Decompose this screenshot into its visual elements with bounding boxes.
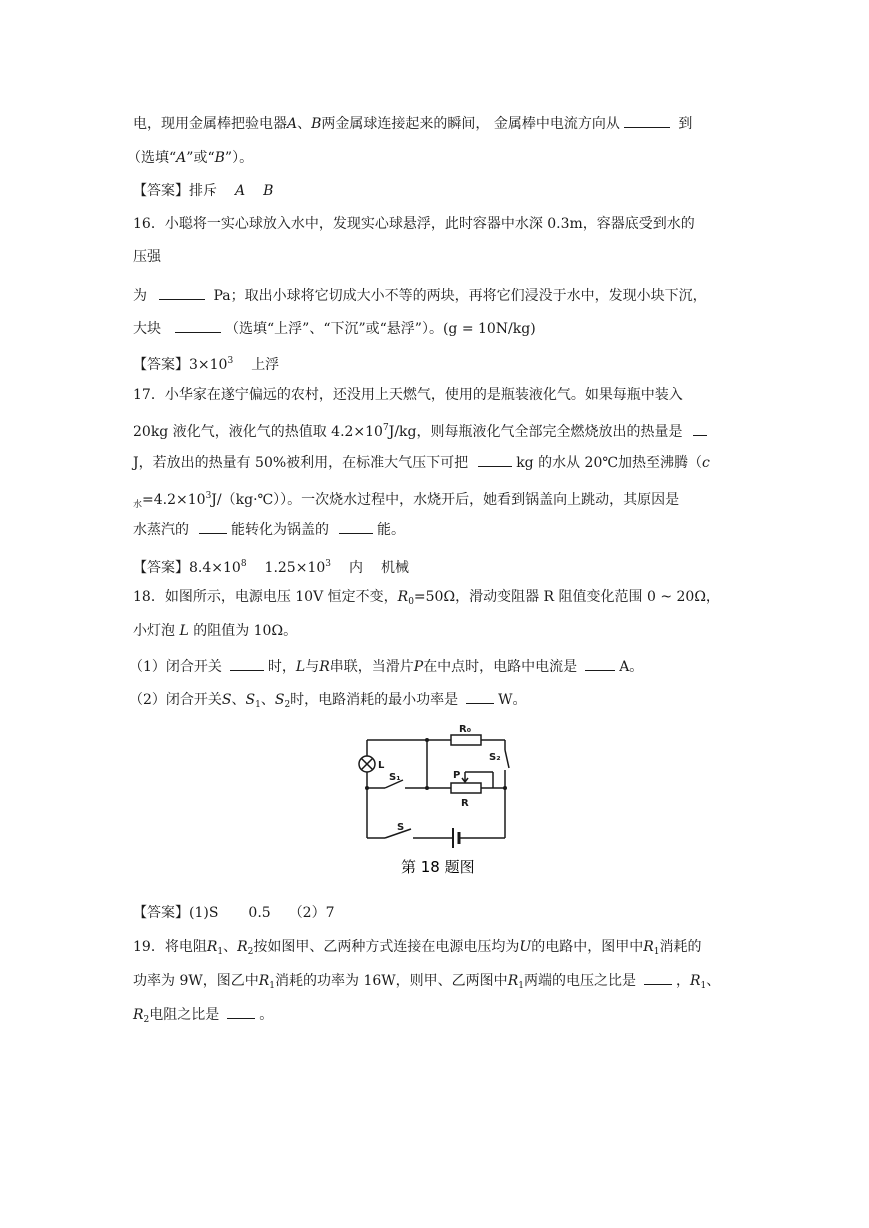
label-p: P (453, 770, 461, 781)
text: 0 (408, 597, 414, 607)
text: 排斥 (189, 183, 217, 199)
text: 20kg 液化气，液化气的热值取 4.2×10 (133, 424, 383, 440)
question-19-line-2 (133, 970, 720, 996)
answer-blank[interactable] (478, 452, 512, 467)
text: R (319, 659, 330, 675)
question-17-line-4 (133, 486, 679, 515)
answer-label: 【答案】 (133, 357, 189, 373)
text: R (643, 939, 654, 955)
text: 串联，当滑片 (329, 659, 414, 675)
question-15-line-1 (133, 113, 692, 134)
text: R (397, 589, 409, 605)
answer-blank[interactable] (644, 970, 672, 985)
question-15-line-2 (127, 148, 253, 168)
text: （1）闭合开关 (129, 659, 222, 675)
question-17-line-5 (133, 519, 405, 540)
text: 2 (284, 700, 291, 710)
text: 机械 (381, 560, 409, 576)
text: 为 (133, 288, 147, 304)
text: kg 的水从 20℃加热至沸腾（ (516, 455, 703, 471)
label-s2: S₂ (489, 752, 501, 763)
text: 、 (223, 939, 238, 955)
text: S (245, 692, 256, 708)
text: B (214, 150, 225, 166)
text: A (235, 183, 246, 199)
answer-16 (133, 351, 279, 375)
answer-17 (133, 554, 409, 578)
text: 能。 (377, 522, 405, 538)
figure-caption: 第 18 题图 (401, 858, 475, 876)
answer-blank[interactable] (230, 656, 264, 671)
text: 17．小华家在遂宁偏远的农村，还没用上天燃气，使用的是瓶装液化气。如果每瓶中装入 (133, 387, 683, 403)
answer-blank[interactable] (466, 689, 494, 704)
text: 的电路中，图甲中 (531, 939, 644, 955)
text: 上浮 (251, 357, 280, 373)
text: （选填“ (127, 150, 177, 166)
text: 压强 (133, 249, 161, 265)
text: 19．将电阻 (133, 939, 207, 955)
text: 、 (260, 692, 275, 708)
question-18-line-1 (133, 587, 720, 612)
text: 2 (143, 1015, 150, 1025)
question-17-line-3 (133, 452, 710, 473)
text: 水蒸汽的 (133, 522, 189, 538)
junction-dot (425, 786, 429, 790)
text: 两端的电压之比是 (523, 973, 636, 989)
answer-blank[interactable] (227, 1004, 255, 1019)
text: 消耗的 (659, 939, 702, 955)
answer-blank[interactable] (624, 113, 670, 128)
text: B (263, 183, 274, 199)
junction-dot (425, 738, 429, 742)
text: 水 (133, 500, 143, 510)
text: 16．小聪将一实心球放入水中，发现实心球悬浮，此时容器中水深 0.3m，容器底受到水的 (133, 216, 695, 232)
question-16-line-3 (133, 285, 707, 306)
answer-blank[interactable] (159, 285, 205, 300)
text: 、 (297, 116, 312, 132)
text: 1 (700, 981, 707, 991)
text: 小灯泡 (133, 623, 175, 639)
circuit-diagram (355, 722, 520, 882)
text: W。 (498, 692, 527, 708)
question-18-line-2 (133, 621, 297, 641)
question-16-line-1 (133, 214, 695, 234)
text: c (702, 455, 710, 471)
text: R (133, 1007, 144, 1023)
text: 1 (255, 700, 261, 710)
question-17-line-1 (133, 385, 683, 405)
text: ”或“ (186, 150, 215, 166)
text: 电，现用金属棒把验电器 (133, 116, 287, 132)
text: 1 (217, 947, 224, 957)
text: R (206, 939, 218, 955)
text: 时， (267, 659, 296, 675)
text: J/kg，则每瓶液化气全部完全燃烧放出的热量是 (388, 424, 683, 440)
answer-blank[interactable] (175, 318, 221, 333)
text: 3 (325, 559, 331, 569)
text: 1 (269, 981, 276, 991)
text: =50Ω，滑动变阻器 R 阻值变化范围 0 ~ 20Ω， (413, 589, 720, 605)
text: （2）闭合开关 (129, 692, 222, 708)
text: 电阻之比是 (149, 1007, 220, 1023)
text: 两金属球连接起来的瞬间， 金属棒中电流方向从 (321, 116, 620, 132)
text: 1 (518, 981, 524, 991)
answer-label: 【答案】 (133, 183, 189, 199)
question-18-part-2 (129, 689, 527, 715)
question-17-line-2 (133, 418, 711, 442)
text: A (176, 150, 187, 166)
answer-blank[interactable] (693, 421, 707, 436)
answer-label: 【答案】 (133, 560, 189, 576)
text: 功率为 9W，图乙中 (133, 973, 259, 989)
text: U (519, 939, 532, 955)
text: 0.5 (248, 905, 271, 921)
text: 8 (240, 559, 247, 569)
answer-18 (133, 903, 335, 923)
answer-15 (133, 181, 273, 201)
text: A (287, 116, 298, 132)
text: 7 (382, 423, 389, 433)
answer-blank[interactable] (585, 656, 615, 671)
question-16-line-2 (133, 247, 161, 267)
text: =4.2×10 (142, 492, 206, 508)
text: 3 (227, 356, 234, 366)
junction-dot (365, 786, 369, 790)
text: ”）。 (224, 150, 254, 166)
text: 3×10 (189, 357, 228, 373)
text: 时，电路消耗的最小功率是 (290, 692, 459, 708)
text: B (311, 116, 322, 132)
text: 的阻值为 10Ω。 (193, 623, 298, 639)
text: S (274, 692, 285, 708)
label-r0: R₀ (459, 724, 472, 735)
label-s1: S₁ (389, 772, 401, 783)
label-l: L (378, 760, 385, 771)
text: 8.4×10 (189, 560, 241, 576)
text: （选填“上浮”、“下沉”或“悬浮”）。(g = 10N/kg) (225, 321, 536, 337)
text: A。 (619, 659, 644, 675)
text: 3 (205, 491, 212, 501)
text: R (237, 939, 248, 955)
text: 消耗的功率为 16W，则甲、乙两图中 (275, 973, 508, 989)
text: 按如图甲、乙两种方式连接在电源电压均为 (253, 939, 520, 955)
text: 。 (259, 1007, 274, 1023)
text: 到 (673, 116, 693, 132)
answer-blank[interactable] (199, 519, 227, 534)
text: R (258, 973, 270, 989)
text: 、 (706, 973, 721, 989)
question-18-part-1 (129, 656, 643, 677)
text: ， (675, 973, 690, 989)
text: 2 (247, 947, 254, 957)
label-s: S (397, 822, 405, 833)
text: P (413, 659, 424, 675)
answer-label: 【答案】 (133, 905, 189, 921)
text: J，若放出的热量有 50%被利用，在标准大气压下可把 (133, 455, 469, 471)
text: 18．如图所示，电源电压 10V 恒定不变， (133, 589, 398, 605)
text: 、 (231, 692, 246, 708)
text: Pa；取出小球将它切成大小不等的两块，再将它们浸没于水中，发现小块下沉， (209, 288, 707, 304)
text: 1 (653, 947, 660, 957)
text: L (179, 623, 189, 639)
text: J/（kg·℃））。一次烧水过程中，水烧开后，她看到锅盖向上跳动，其原因是 (211, 492, 680, 508)
text: 大块 (133, 321, 161, 337)
text: 内 (349, 560, 363, 576)
text: 在中点时，电路中电流是 (423, 659, 578, 675)
question-16-line-4 (133, 318, 536, 339)
question-19-line-3 (133, 1004, 273, 1030)
text: 1.25×10 (264, 560, 326, 576)
question-19-line-1 (133, 937, 701, 962)
text: R (507, 973, 519, 989)
text: （2）7 (288, 905, 335, 921)
label-r: R (461, 798, 469, 809)
answer-blank[interactable] (339, 519, 373, 534)
text: L (295, 659, 306, 675)
circuit-svg (355, 722, 520, 882)
text: (1)S (189, 905, 219, 921)
text: 能转化为锅盖的 (231, 522, 329, 538)
text: 与 (305, 659, 320, 675)
text: R (689, 973, 701, 989)
junction-dot (503, 786, 507, 790)
text: S (221, 692, 232, 708)
